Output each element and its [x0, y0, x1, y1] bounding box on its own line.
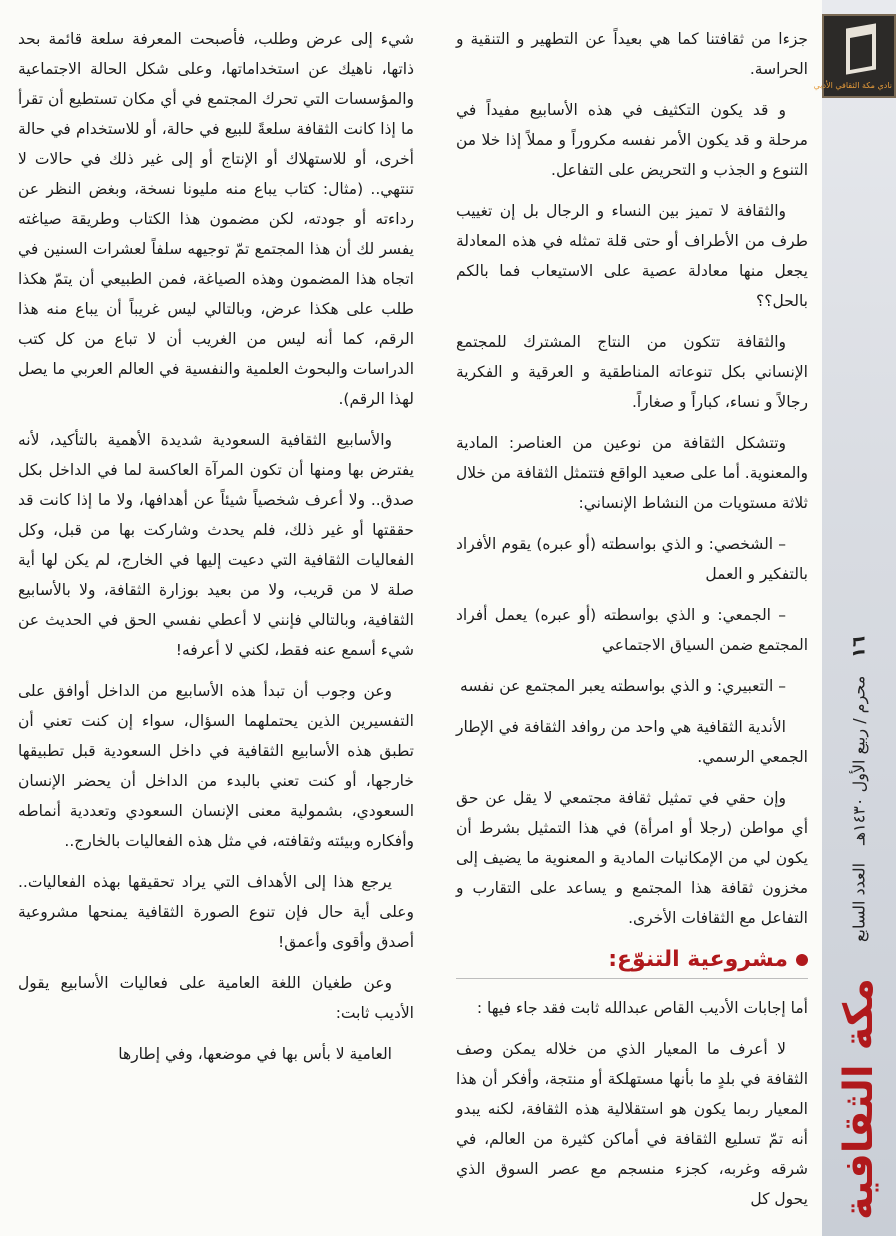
paragraph: وتتشكل الثقافة من نوعين من العناصر: المادية والمعنوية. أما على صعيد الواقع فتتمثل الثقافة من خلال ثلاثة مستويات من النشاط الإنساني:	[455, 434, 808, 512]
logo-caption: نادي مكة الثقافي الأدبي	[813, 81, 892, 90]
logo-book-icon	[846, 23, 876, 74]
sidebar-running-header	[826, 635, 892, 1220]
paragraph: لا أعرف ما المعيار الذي من خلاله يمكن وصف الثقافة في بلدٍ ما بأنها مستهلكة أو منتجة، وأفكر أن هذا المعيار ربما يكون هو استقلالية هذه الثقافة، لكنه يبدو أنه تمّ تسليع الثقافة في أماكن كثيرة من العالم، في شرقه وغربه، كجزء منسجم مع عصر السوق الذي يحول كل	[456, 1040, 808, 1208]
paragraph: وإن حقي في تمثيل ثقافة مجتمعي لا يقل عن حق أي مواطن (رجلا أو امرأة) في هذا التمثيل بشرط أن يكون لي من الإمكانيات المادية و المعنوية ما يضيف إلى مخزون ثقافة هذا المجتمع و يساعد على التقارب و التفاعل مع الثقافات الأخرى.	[456, 789, 808, 927]
paragraph: الأندية الثقافية هي واحد من روافد الثقافة في الإطار الجمعي الرسمي.	[456, 718, 808, 766]
paragraph: أما إجابات الأديب القاص عبدالله ثابت فقد جاء فيها :	[476, 999, 808, 1017]
paragraph: جزءا من ثقافتنا كما هي بعيداً عن التطهير و التنقية و الحراسة.	[456, 30, 808, 78]
paragraph: والأسابيع الثقافية السعودية شديدة الأهمية بالتأكيد، لأنه يفترض بها ومنها أن تكون المرآة العاكسة لما في الداخل بكل صدق.. ولا أعرف شخصياً شيئاً عن أهدافها، ولا ما إذا كانت قد حققتها أو غير ذلك، فلم يحدث وشاركت بها من قبل، وكل الفعاليات الثقافية التي دعيت إليها في الخارج، لم يكن لها أية صلة لا من قريب، ولا من بعيد بوزارة الثقافة، ولا بالأسابيع الثقافية، وبالتالي فإنني لا أعطي نفسي الحق في الحديث عن شيء أسمع عنه فقط، لكني لا أعرفه!	[18, 431, 414, 659]
list-item: – التعبيري: و الذي بواسطته يعبر المجتمع عن نفسه	[460, 677, 786, 695]
magazine-title: مكة الثقافية	[836, 978, 882, 1220]
paragraph: و قد يكون التكثيف في هذه الأسابيع مفيداً في مرحلة و قد يكون الأمر نفسه مكروراً و مملاً إذا خلا من التنوع و الجذب و التحريض على التفاعل.	[456, 101, 808, 179]
paragraph: وعن وجوب أن تبدأ هذه الأسابيع من الداخل أوافق على التفسيرين الذين يحتملهما السؤال، سواء إن كنت تعني أن تطبق هذه الأسابيع الثقافية في داخل السعودية قبل تطبيقها خارجها، أو كنت تعني بالبدء من الداخل أن يحضر الإنسان السعودي، بشمولية معنى الإنسان السعودي وتعددية أنماطه وأفكاره وبيئته وثقافته، في مثل هذه الفعاليات بالخارج..	[18, 682, 414, 850]
magazine-sidebar	[813, 0, 896, 1236]
list-item: – الجمعي: و الذي بواسطته (أو عبره) يعمل أفراد المجتمع ضمن السياق الاجتماعي	[456, 606, 808, 654]
list-item: – الشخصي: و الذي بواسطته (أو عبره) يقوم الأفراد بالتفكير و العمل	[456, 535, 808, 583]
paragraph: وعن طغيان اللغة العامية على فعاليات الأسابيع يقول الأديب ثابت:	[18, 974, 414, 1022]
article-column-left	[18, 24, 414, 1080]
club-logo	[813, 14, 896, 98]
page-number: ١٦	[848, 635, 870, 658]
article-column-right	[456, 24, 808, 1225]
section-heading	[456, 944, 808, 979]
section-heading-text: مشروعية التنوّع:	[608, 947, 788, 972]
paragraph: والثقافة لا تميز بين النساء و الرجال بل إن تغييب طرف من الأطراف أو حتى قلة تمثله في هذه المعادلة يجعل منها معادلة عصية على الاستيعاب فما بالكم بالحل؟؟	[456, 202, 808, 310]
paragraph: يرجع هذا إلى الأهداف التي يراد تحقيقها بهذه الفعاليات.. وعلى أية حال فإن تنوع الصورة الثقافية يمنحها مشروعية أصدق وأقوى وأعمق!	[18, 873, 414, 951]
paragraph: شيء إلى عرض وطلب، فأصبحت المعرفة سلعة قائمة بحد ذاتها، ناهيك عن استخداماتها، وعلى شكل الحالة الاجتماعية والمؤسسات التي تحرك المجتمع في أي مكان تستطيع أن تقرأ ما إذا كانت الثقافة سلعةً للبيع في حالة، أو للاستخدام في حالة أخرى، أو للاستهلاك أو الإنتاج أو إلى غير ذلك في حالات لا تنتهي.. (مثال: كتاب يباع منه مليونا نسخة، وبغض النظر عن رداءته أو جودته، لكن مضمون هذا الكتاب وطريقة صياغته يفسر لك أن هذا المجتمع تمّ توجيهه سلفاً لعشرات السنين في اتجاه هذا المضمون وهذه الصياغة، فمن الطبيعي أن يتمّ هكذا طلب على هكذا عرض، وبالتالي ليس غريباً أن يباع منه هذا الرقم، كما أنه ليس من الغريب أن لا تباع من كل كتب الدراسات والبحوث العلمية والنفسية في العالم العربي ما يصل لهذا الرقم).	[18, 30, 414, 408]
bullet-dot-icon	[796, 954, 808, 966]
issue-number: العدد السابع	[849, 863, 869, 943]
paragraph: العامية لا بأس بها في موضعها، وفي إطارها	[118, 1045, 392, 1063]
issue-date: محرم / ربيع الأول ١٤٣٠هـ	[849, 675, 869, 846]
paragraph: والثقافة تتكون من النتاج المشترك للمجتمع الإنساني بكل تنوعاته المناطقية و العرقية و الفكرية رجالاً و نساء، كباراً و صغاراً.	[456, 333, 808, 411]
